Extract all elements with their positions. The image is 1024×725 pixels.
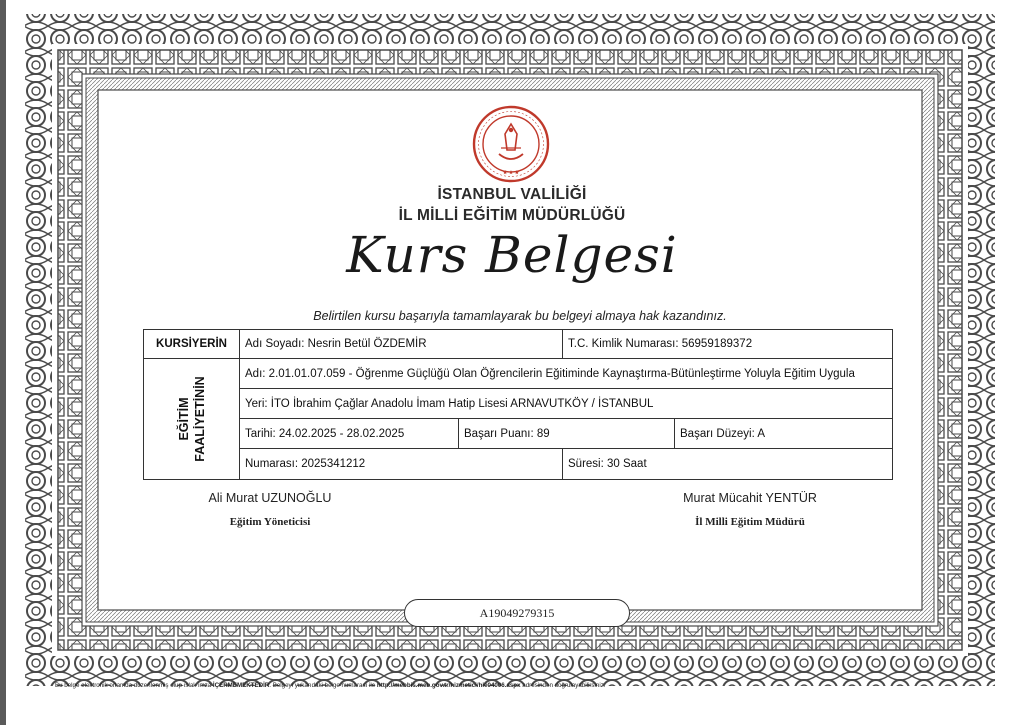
right-signatory-title: İl Milli Eğitim Müdürü (695, 516, 805, 528)
activity-number-row (144, 449, 893, 480)
left-signatory-title: Eğitim Yöneticisi (229, 516, 311, 528)
verification-link[interactable]: http://mebbis.meb.gov.tr/hizmetici/hie04006.aspx (376, 682, 521, 689)
left-signatory-name: Ali Murat UZUNOĞLU (208, 491, 332, 505)
footer-text-1: Bu belge elektronik ortamda düzenlenmiş olup ıslak imza (55, 682, 213, 689)
activity-date-label: Tarihi: (245, 427, 276, 440)
activity-number-label: Numarası: (245, 458, 299, 470)
activity-date-cell (240, 419, 459, 449)
activity-name-label: Adı: (245, 367, 266, 380)
activity-duration-label: Süresi: (568, 458, 604, 470)
trainee-name-cell (240, 330, 563, 359)
activity-score-cell (459, 419, 675, 449)
activity-label-line-2: FAALİYETİNİN (192, 376, 207, 462)
verification-footer (55, 682, 955, 689)
footer-emphasis: İÇERMEMEKTEDİR (212, 682, 270, 689)
activity-level-label: Başarı Düzeyi: (680, 427, 755, 440)
footer-text-2: . Belgeyi yukarıdaki belge numarası ile (269, 682, 377, 689)
activity-place: İTO İbrahim Çağlar Anadolu İmam Hatip Lisesi ARNAVUTKÖY / İSTANBUL (270, 397, 654, 410)
activity-name: 2.01.01.07.059 - Öğrenme Güçlüğü Olan Öğrencilerin Eğitiminde Kaynaştırma-Bütünleştirme Yoluyla Eğitim Uygula (268, 367, 855, 380)
activity-level: A (757, 427, 766, 440)
activity-score-label: Başarı Puanı: (464, 427, 534, 440)
institution-line-1: İSTANBUL VALİLİĞİ (437, 186, 587, 203)
activity-date-row (144, 419, 893, 449)
trainee-name: Nesrin Betül ÖZDEMİR (307, 338, 427, 350)
activity-duration-cell (563, 449, 893, 480)
activity-place-cell (240, 389, 893, 419)
institution-line-2: İL MİLLİ EĞİTİM MÜDÜRLÜĞÜ (398, 207, 626, 224)
certificate-info-table (143, 329, 893, 480)
trainee-id-label: T.C. Kimlik Numarası: (568, 338, 679, 350)
trainee-id-cell (563, 330, 893, 359)
activity-name-row (144, 359, 893, 389)
activity-name-cell (240, 359, 893, 389)
activity-number: 2025341212 (301, 458, 366, 470)
certificate-subtitle: Belirtilen kursu başarıyla tamamlayarak bu belgeyi almaya hak kazandınız. (313, 309, 727, 323)
activity-level-cell (675, 419, 893, 449)
right-signatory-name: Murat Mücahit YENTÜR (683, 491, 817, 505)
trainee-section-label: KURSİYERİN (144, 330, 240, 359)
serial-number: A19049279315 (404, 599, 630, 627)
document-title: Kurs Belgesi (346, 226, 678, 284)
activity-number-cell (240, 449, 563, 480)
trainee-id-number: 56959189372 (681, 338, 753, 350)
activity-score: 89 (536, 427, 550, 440)
activity-date: 24.02.2025 - 28.02.2025 (278, 427, 405, 440)
activity-section-label (144, 359, 240, 480)
activity-place-row (144, 389, 893, 419)
activity-place-label: Yeri: (245, 397, 268, 410)
footer-text-3: adresinden doğrulayabilirsiniz. (520, 682, 606, 689)
trainee-name-label: Adı Soyadı: (245, 338, 305, 350)
activity-label-line-1: EĞİTİM (176, 397, 191, 441)
activity-duration: 30 Saat (607, 458, 647, 470)
ministry-seal-icon (471, 104, 551, 184)
svg-text:★ ★ ★: ★ ★ ★ (502, 170, 520, 176)
trainee-row (144, 330, 893, 359)
